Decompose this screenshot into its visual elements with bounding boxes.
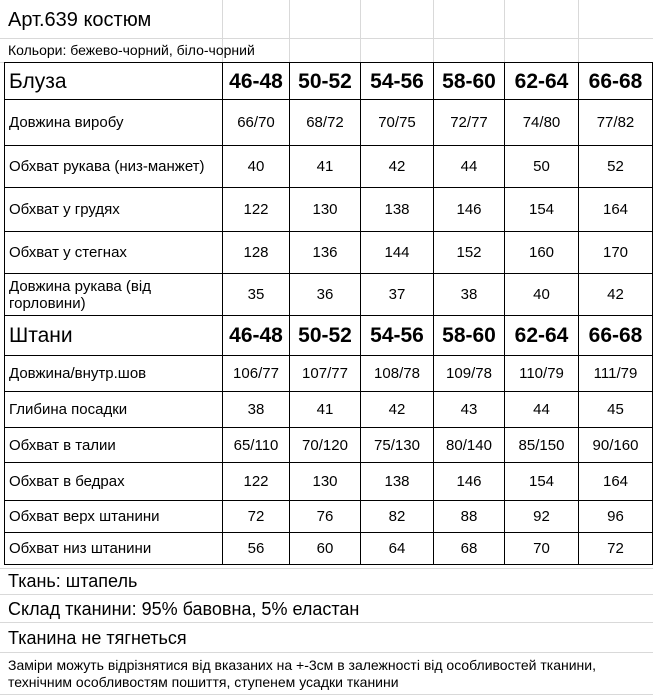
size-header: 62-64 [505, 63, 579, 100]
cell-value: 44 [505, 392, 579, 428]
cell-value: 96 [579, 501, 653, 533]
cell-value: 41 [290, 146, 361, 188]
cell-value: 110/79 [505, 356, 579, 392]
cell-value: 50 [505, 146, 579, 188]
disclaimer-text: Заміри можуть відрізнятися від вказаних на +-3см в залежності від особливостей тканини, технічним особливостям пошиття, ступенем усадки тканини [8, 657, 596, 690]
cell-value: 74/80 [505, 100, 579, 146]
cell-value: 35 [223, 274, 290, 316]
cell-value: 76 [290, 501, 361, 533]
cell-value: 152 [434, 232, 505, 274]
size-header: 50-52 [290, 316, 361, 356]
row-label: Обхват в бедрах [5, 463, 223, 501]
cell-value: 66/70 [223, 100, 290, 146]
blouse-header: Блуза [5, 63, 223, 100]
cell-value: 42 [361, 392, 434, 428]
table-row [5, 356, 653, 392]
table-row [5, 392, 653, 428]
cell-value: 90/160 [579, 428, 653, 463]
pants-header-row [5, 316, 653, 356]
size-header: 50-52 [290, 63, 361, 100]
cell-value: 154 [505, 463, 579, 501]
cell-value: 108/78 [361, 356, 434, 392]
article-title: Арт.639 костюм [8, 9, 152, 31]
cell-value: 45 [579, 392, 653, 428]
size-header: 54-56 [361, 316, 434, 356]
cell-value: 111/79 [579, 356, 653, 392]
cell-value: 65/110 [223, 428, 290, 463]
row-label: Довжина рукава (від горловини) [5, 274, 223, 316]
row-label: Обхват в талии [5, 428, 223, 463]
size-header: 66-68 [579, 63, 653, 100]
row-label: Обхват у грудях [5, 188, 223, 232]
cell-value: 52 [579, 146, 653, 188]
row-label: Обхват верх штанини [5, 501, 223, 533]
cell-value: 37 [361, 274, 434, 316]
cell-value: 138 [361, 463, 434, 501]
cell-value: 64 [361, 533, 434, 565]
cell-value: 154 [505, 188, 579, 232]
cell-value: 42 [361, 146, 434, 188]
cell-value: 40 [505, 274, 579, 316]
table-row [5, 232, 653, 274]
cell-value: 80/140 [434, 428, 505, 463]
table-row [5, 188, 653, 232]
cell-value: 70/75 [361, 100, 434, 146]
size-header: 54-56 [361, 63, 434, 100]
row-label: Довжина/внутр.шов [5, 356, 223, 392]
cell-value: 128 [223, 232, 290, 274]
cell-value: 164 [579, 463, 653, 501]
cell-value: 70 [505, 533, 579, 565]
cell-value: 82 [361, 501, 434, 533]
cell-value: 42 [579, 274, 653, 316]
stretch-line: Тканина не тягнеться [8, 628, 187, 648]
size-header: 46-48 [223, 316, 290, 356]
composition-line: Склад тканини: 95% бавовна, 5% еластан [8, 599, 360, 619]
cell-value: 92 [505, 501, 579, 533]
row-label: Обхват низ штанини [5, 533, 223, 565]
cell-value: 122 [223, 463, 290, 501]
cell-value: 72/77 [434, 100, 505, 146]
cell-value: 72 [223, 501, 290, 533]
size-header: 58-60 [434, 316, 505, 356]
cell-value: 75/130 [361, 428, 434, 463]
table-row [5, 100, 653, 146]
cell-value: 68/72 [290, 100, 361, 146]
table-row [5, 146, 653, 188]
cell-value: 36 [290, 274, 361, 316]
blouse-header-row [5, 63, 653, 100]
colors-line: Кольори: бежево-чорний, біло-чорний [8, 42, 255, 58]
table-row [5, 501, 653, 533]
table-row [5, 533, 653, 565]
row-label: Обхват у стегнах [5, 232, 223, 274]
table-row [5, 274, 653, 316]
cell-value: 160 [505, 232, 579, 274]
cell-value: 77/82 [579, 100, 653, 146]
cell-value: 56 [223, 533, 290, 565]
cell-value: 85/150 [505, 428, 579, 463]
size-header: 46-48 [223, 63, 290, 100]
cell-value: 122 [223, 188, 290, 232]
cell-value: 146 [434, 463, 505, 501]
size-table [4, 62, 653, 565]
cell-value: 130 [290, 188, 361, 232]
cell-value: 43 [434, 392, 505, 428]
cell-value: 130 [290, 463, 361, 501]
cell-value: 146 [434, 188, 505, 232]
cell-value: 38 [223, 392, 290, 428]
row-label: Обхват рукава (низ-манжет) [5, 146, 223, 188]
fabric-line: Ткань: штапель [8, 571, 138, 591]
row-label: Довжина виробу [5, 100, 223, 146]
row-label: Глибина посадки [5, 392, 223, 428]
cell-value: 138 [361, 188, 434, 232]
cell-value: 136 [290, 232, 361, 274]
cell-value: 88 [434, 501, 505, 533]
cell-value: 106/77 [223, 356, 290, 392]
size-header: 62-64 [505, 316, 579, 356]
pants-header: Штани [5, 316, 223, 356]
size-header: 58-60 [434, 63, 505, 100]
cell-value: 38 [434, 274, 505, 316]
cell-value: 70/120 [290, 428, 361, 463]
cell-value: 72 [579, 533, 653, 565]
cell-value: 40 [223, 146, 290, 188]
table-row [5, 428, 653, 463]
cell-value: 107/77 [290, 356, 361, 392]
cell-value: 144 [361, 232, 434, 274]
cell-value: 60 [290, 533, 361, 565]
cell-value: 164 [579, 188, 653, 232]
size-header: 66-68 [579, 316, 653, 356]
cell-value: 44 [434, 146, 505, 188]
cell-value: 170 [579, 232, 653, 274]
cell-value: 109/78 [434, 356, 505, 392]
cell-value: 41 [290, 392, 361, 428]
cell-value: 68 [434, 533, 505, 565]
table-row [5, 463, 653, 501]
